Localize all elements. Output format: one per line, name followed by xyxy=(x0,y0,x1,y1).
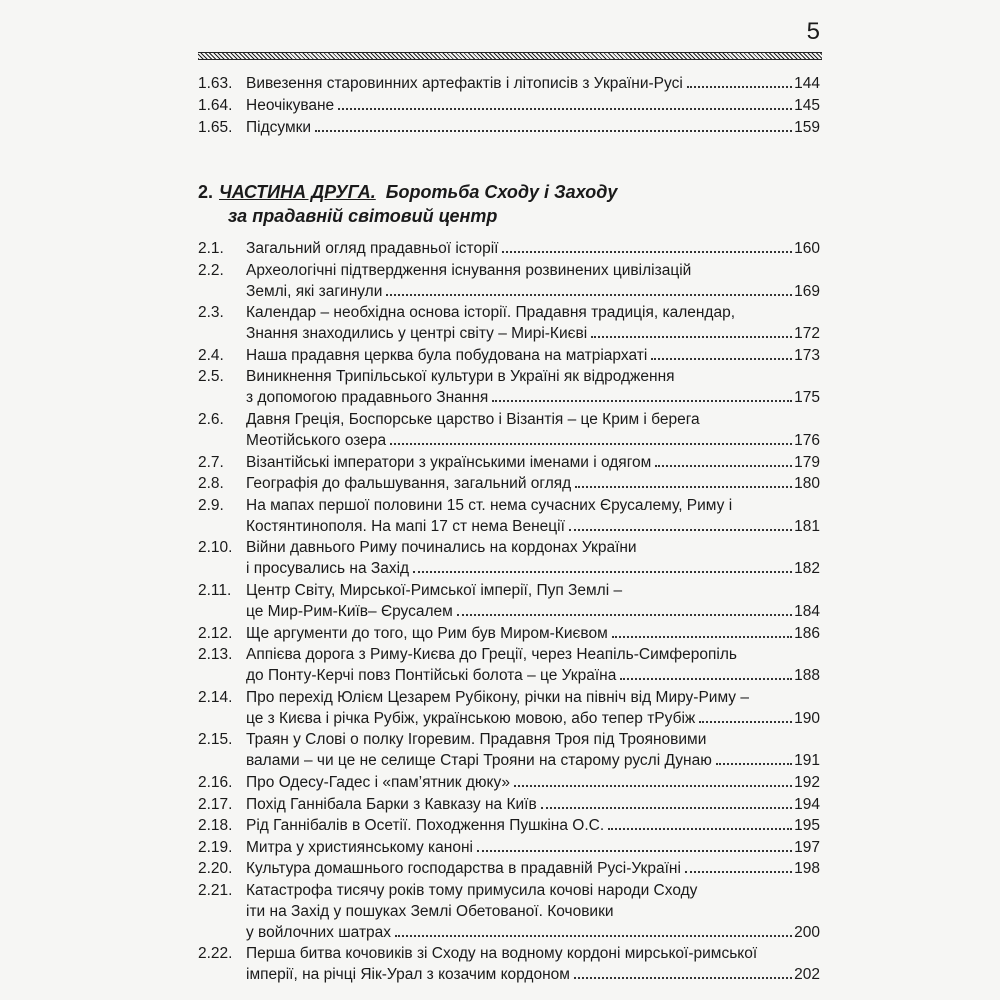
part-title-line-2: за прадавній світовий центр xyxy=(228,206,498,226)
leader-dots xyxy=(620,678,792,680)
entry-title: і просувались на Захід xyxy=(246,560,410,578)
toc-entry[interactable] xyxy=(198,304,820,342)
entry-page: 192 xyxy=(794,773,820,791)
leader-dots xyxy=(315,130,792,132)
leader-dots xyxy=(575,486,792,488)
toc-entry[interactable] xyxy=(198,75,820,92)
entry-page: 190 xyxy=(794,709,820,727)
toc-entry[interactable] xyxy=(198,860,820,877)
leader-dots xyxy=(699,721,792,723)
entry-title: з допомогою прадавнього Знання xyxy=(246,389,489,407)
entry-number: 1.63. xyxy=(198,75,233,92)
toc-entry[interactable] xyxy=(198,475,820,492)
toc-entry[interactable] xyxy=(198,646,820,684)
entry-number: 2.6. xyxy=(198,410,224,428)
entry-title: Землі, які загинули xyxy=(246,282,383,300)
entry-title: до Понту-Керчі повз Понтійські болота – це Україна xyxy=(246,667,617,685)
leader-dots xyxy=(716,763,792,765)
toc-entry[interactable] xyxy=(198,97,820,114)
toc-entry[interactable] xyxy=(198,240,820,257)
entry-page: 184 xyxy=(794,602,820,620)
toc-entry[interactable] xyxy=(198,347,820,364)
entry-page: 198 xyxy=(794,860,820,878)
entry-title: валами – чи це не селище Старі Трояни на старому руслі Дунаю xyxy=(246,752,712,770)
leader-dots xyxy=(502,251,792,253)
entry-text-line: Війни давнього Риму починались на кордонах України xyxy=(246,539,637,557)
leader-dots xyxy=(685,871,792,873)
entry-title: Меотійського озера xyxy=(246,431,387,449)
toc-entry[interactable] xyxy=(198,497,820,535)
toc-top-list xyxy=(198,75,820,141)
entry-title: це Мир-Рим-Київ– Єрусалем xyxy=(246,602,453,620)
entry-title: Про Одесу-Гадес і «пам’ятник дюку» xyxy=(246,773,511,791)
entry-number: 2.20. xyxy=(198,860,233,878)
entry-title: Вивезення старовинних артефактів і літописів з України-Русі xyxy=(246,75,683,92)
entry-page: 144 xyxy=(794,75,820,92)
toc-entry[interactable] xyxy=(198,454,820,471)
entry-page: 182 xyxy=(794,560,820,578)
entry-page: 169 xyxy=(794,282,820,300)
toc-entry[interactable] xyxy=(198,839,820,856)
entry-page: 188 xyxy=(794,667,820,685)
entry-number: 2.15. xyxy=(198,731,233,749)
entry-page: 200 xyxy=(794,923,820,941)
entry-number: 2.9. xyxy=(198,496,224,514)
entry-page: 176 xyxy=(794,431,820,449)
entry-number: 2.13. xyxy=(198,646,233,664)
entry-number: 2.17. xyxy=(198,795,233,813)
entry-text-line: Виникнення Трипільської культури в Україні як відродження xyxy=(246,368,675,386)
entry-text-line: Про перехід Юлієм Цезарем Рубікону, річки на північ від Миру-Риму – xyxy=(246,688,749,706)
entry-text-line: іти на Захід у пошуках Землі Обетованої. Кочовики xyxy=(246,902,614,920)
entry-page: 191 xyxy=(794,752,820,770)
entry-number: 2.11. xyxy=(198,581,232,599)
toc-entry[interactable] xyxy=(198,774,820,791)
entry-page: 194 xyxy=(794,795,820,813)
leader-dots xyxy=(395,935,792,937)
entry-number: 2.10. xyxy=(198,539,233,557)
leader-dots xyxy=(338,108,792,110)
entry-title: Неочікуване xyxy=(246,97,335,114)
entry-title: Костянтинополя. На мапі 17 ст нема Венеції xyxy=(246,517,565,535)
entry-number: 2.7. xyxy=(198,453,224,471)
entry-title: Рід Ганнібалів в Осетії. Походження Пушкіна О.С. xyxy=(246,817,605,835)
entry-title: це з Києва і річка Рубіж, українською мовою, або тепер тРубіж xyxy=(246,709,696,727)
toc-entry[interactable] xyxy=(198,796,820,813)
toc-entry[interactable] xyxy=(198,882,820,941)
entry-text-line: Центр Світу, Мирської-Римської імперії, Пуп Землі – xyxy=(246,581,623,599)
part-heading xyxy=(198,180,617,228)
toc-entry[interactable] xyxy=(198,411,820,449)
entry-page: 160 xyxy=(794,240,820,257)
toc-entry[interactable] xyxy=(198,368,820,406)
entry-number: 2.14. xyxy=(198,688,233,706)
toc-entry[interactable] xyxy=(198,119,820,136)
leader-dots xyxy=(651,358,792,360)
entry-title: Загальний огляд прадавньої історії xyxy=(246,240,499,257)
toc-entry[interactable] xyxy=(198,539,820,577)
entry-number: 2.18. xyxy=(198,817,233,835)
entry-number: 1.64. xyxy=(198,97,233,114)
entry-title: Географія до фальшування, загальний огляд xyxy=(246,475,572,493)
entry-page: 145 xyxy=(794,97,820,114)
part-label: ЧАСТИНА ДРУГА. xyxy=(219,182,376,202)
leader-dots xyxy=(569,529,792,531)
entry-title: Митра у християнському каноні xyxy=(246,838,473,856)
entry-text-line: Перша битва кочовиків зі Сходу на водному кордоні мирської-римської xyxy=(246,945,758,963)
entry-page: 159 xyxy=(794,119,820,136)
leader-dots xyxy=(687,86,792,88)
leader-dots xyxy=(541,807,792,809)
entry-title: Візантійські імператори з українськими іменами і одягом xyxy=(246,453,652,471)
toc-entry[interactable] xyxy=(198,945,820,983)
entry-title: Ще аргументи до того, що Рим був Миром-Києвом xyxy=(246,624,608,642)
toc-entry[interactable] xyxy=(198,817,820,834)
entry-page: 195 xyxy=(794,817,820,835)
header-rule xyxy=(198,52,822,60)
entry-title: Наша прадавня церква була побудована на матріархаті xyxy=(246,346,648,364)
entry-title: імперії, на річці Яік-Урал з козачим кордоном xyxy=(246,966,570,984)
entry-text-line: Аппієва дорога з Риму-Києва до Греції, через Неапіль-Симферопіль xyxy=(246,646,737,664)
entry-number: 2.16. xyxy=(198,773,233,791)
entry-number: 2.4. xyxy=(198,346,224,364)
entry-text-line: Археологічні підтвердження існування розвинених цивілізацій xyxy=(246,261,692,279)
entry-number: 2.3. xyxy=(198,304,224,322)
entry-text-line: Траян у Слові о полку Ігоревим. Прадавня Троя під Трояновими xyxy=(246,731,707,749)
leader-dots xyxy=(574,977,792,979)
leader-dots xyxy=(390,443,792,445)
part-title-line-1: Боротьба Сходу і Заходу xyxy=(385,182,618,202)
entry-number: 2.1. xyxy=(198,240,224,257)
leader-dots xyxy=(413,571,792,573)
entry-number: 2.21. xyxy=(198,881,233,899)
toc-main-list xyxy=(198,240,820,988)
entry-title: Знання знаходились у центрі світу – Мирі-Києві xyxy=(246,325,588,343)
entry-title: у войлочних шатрах xyxy=(246,923,392,941)
entry-number: 2.5. xyxy=(198,368,224,386)
leader-dots xyxy=(492,400,792,402)
entry-number: 1.65. xyxy=(198,119,233,136)
toc-entry[interactable] xyxy=(198,582,820,620)
entry-title: Культура домашнього господарства в прадавній Русі-Україні xyxy=(246,860,681,878)
entry-page: 175 xyxy=(794,389,820,407)
entry-text-line: На мапах першої половини 15 ст. нема сучасних Єрусалему, Риму і xyxy=(246,496,733,514)
entry-text-line: Катастрофа тисячу років тому примусила кочові народи Сходу xyxy=(246,881,698,899)
entry-number: 2.19. xyxy=(198,838,233,856)
leader-dots xyxy=(477,850,792,852)
toc-entry[interactable] xyxy=(198,731,820,769)
leader-dots xyxy=(591,336,792,338)
entry-text-line: Календар – необхідна основа історії. Прадавня традиція, календар, xyxy=(246,304,736,322)
toc-entry[interactable] xyxy=(198,689,820,727)
leader-dots xyxy=(612,636,792,638)
leader-dots xyxy=(514,785,792,787)
entry-page: 180 xyxy=(794,475,820,493)
entry-text-line: Давня Греція, Боспорське царство і Візантія – це Крим і берега xyxy=(246,410,700,428)
entry-page: 181 xyxy=(794,517,820,535)
entry-number: 2.8. xyxy=(198,475,224,493)
entry-number: 2.12. xyxy=(198,624,233,642)
leader-dots xyxy=(386,294,792,296)
entry-page: 197 xyxy=(794,838,820,856)
toc-entry[interactable] xyxy=(198,625,820,642)
entry-page: 172 xyxy=(794,325,820,343)
page-number: 5 xyxy=(806,18,820,45)
leader-dots xyxy=(655,465,792,467)
entry-title: Підсумки xyxy=(246,119,312,136)
entry-number: 2.2. xyxy=(198,261,224,279)
entry-number: 2.22. xyxy=(198,945,233,963)
part-number: 2. xyxy=(198,182,214,202)
entry-page: 186 xyxy=(794,624,820,642)
entry-page: 179 xyxy=(794,453,820,471)
entry-title: Похід Ганнібала Барки з Кавказу на Київ xyxy=(246,795,537,813)
leader-dots xyxy=(457,614,792,616)
entry-page: 202 xyxy=(794,966,820,984)
entry-page: 173 xyxy=(794,346,820,364)
toc-entry[interactable] xyxy=(198,262,820,300)
leader-dots xyxy=(608,828,792,830)
